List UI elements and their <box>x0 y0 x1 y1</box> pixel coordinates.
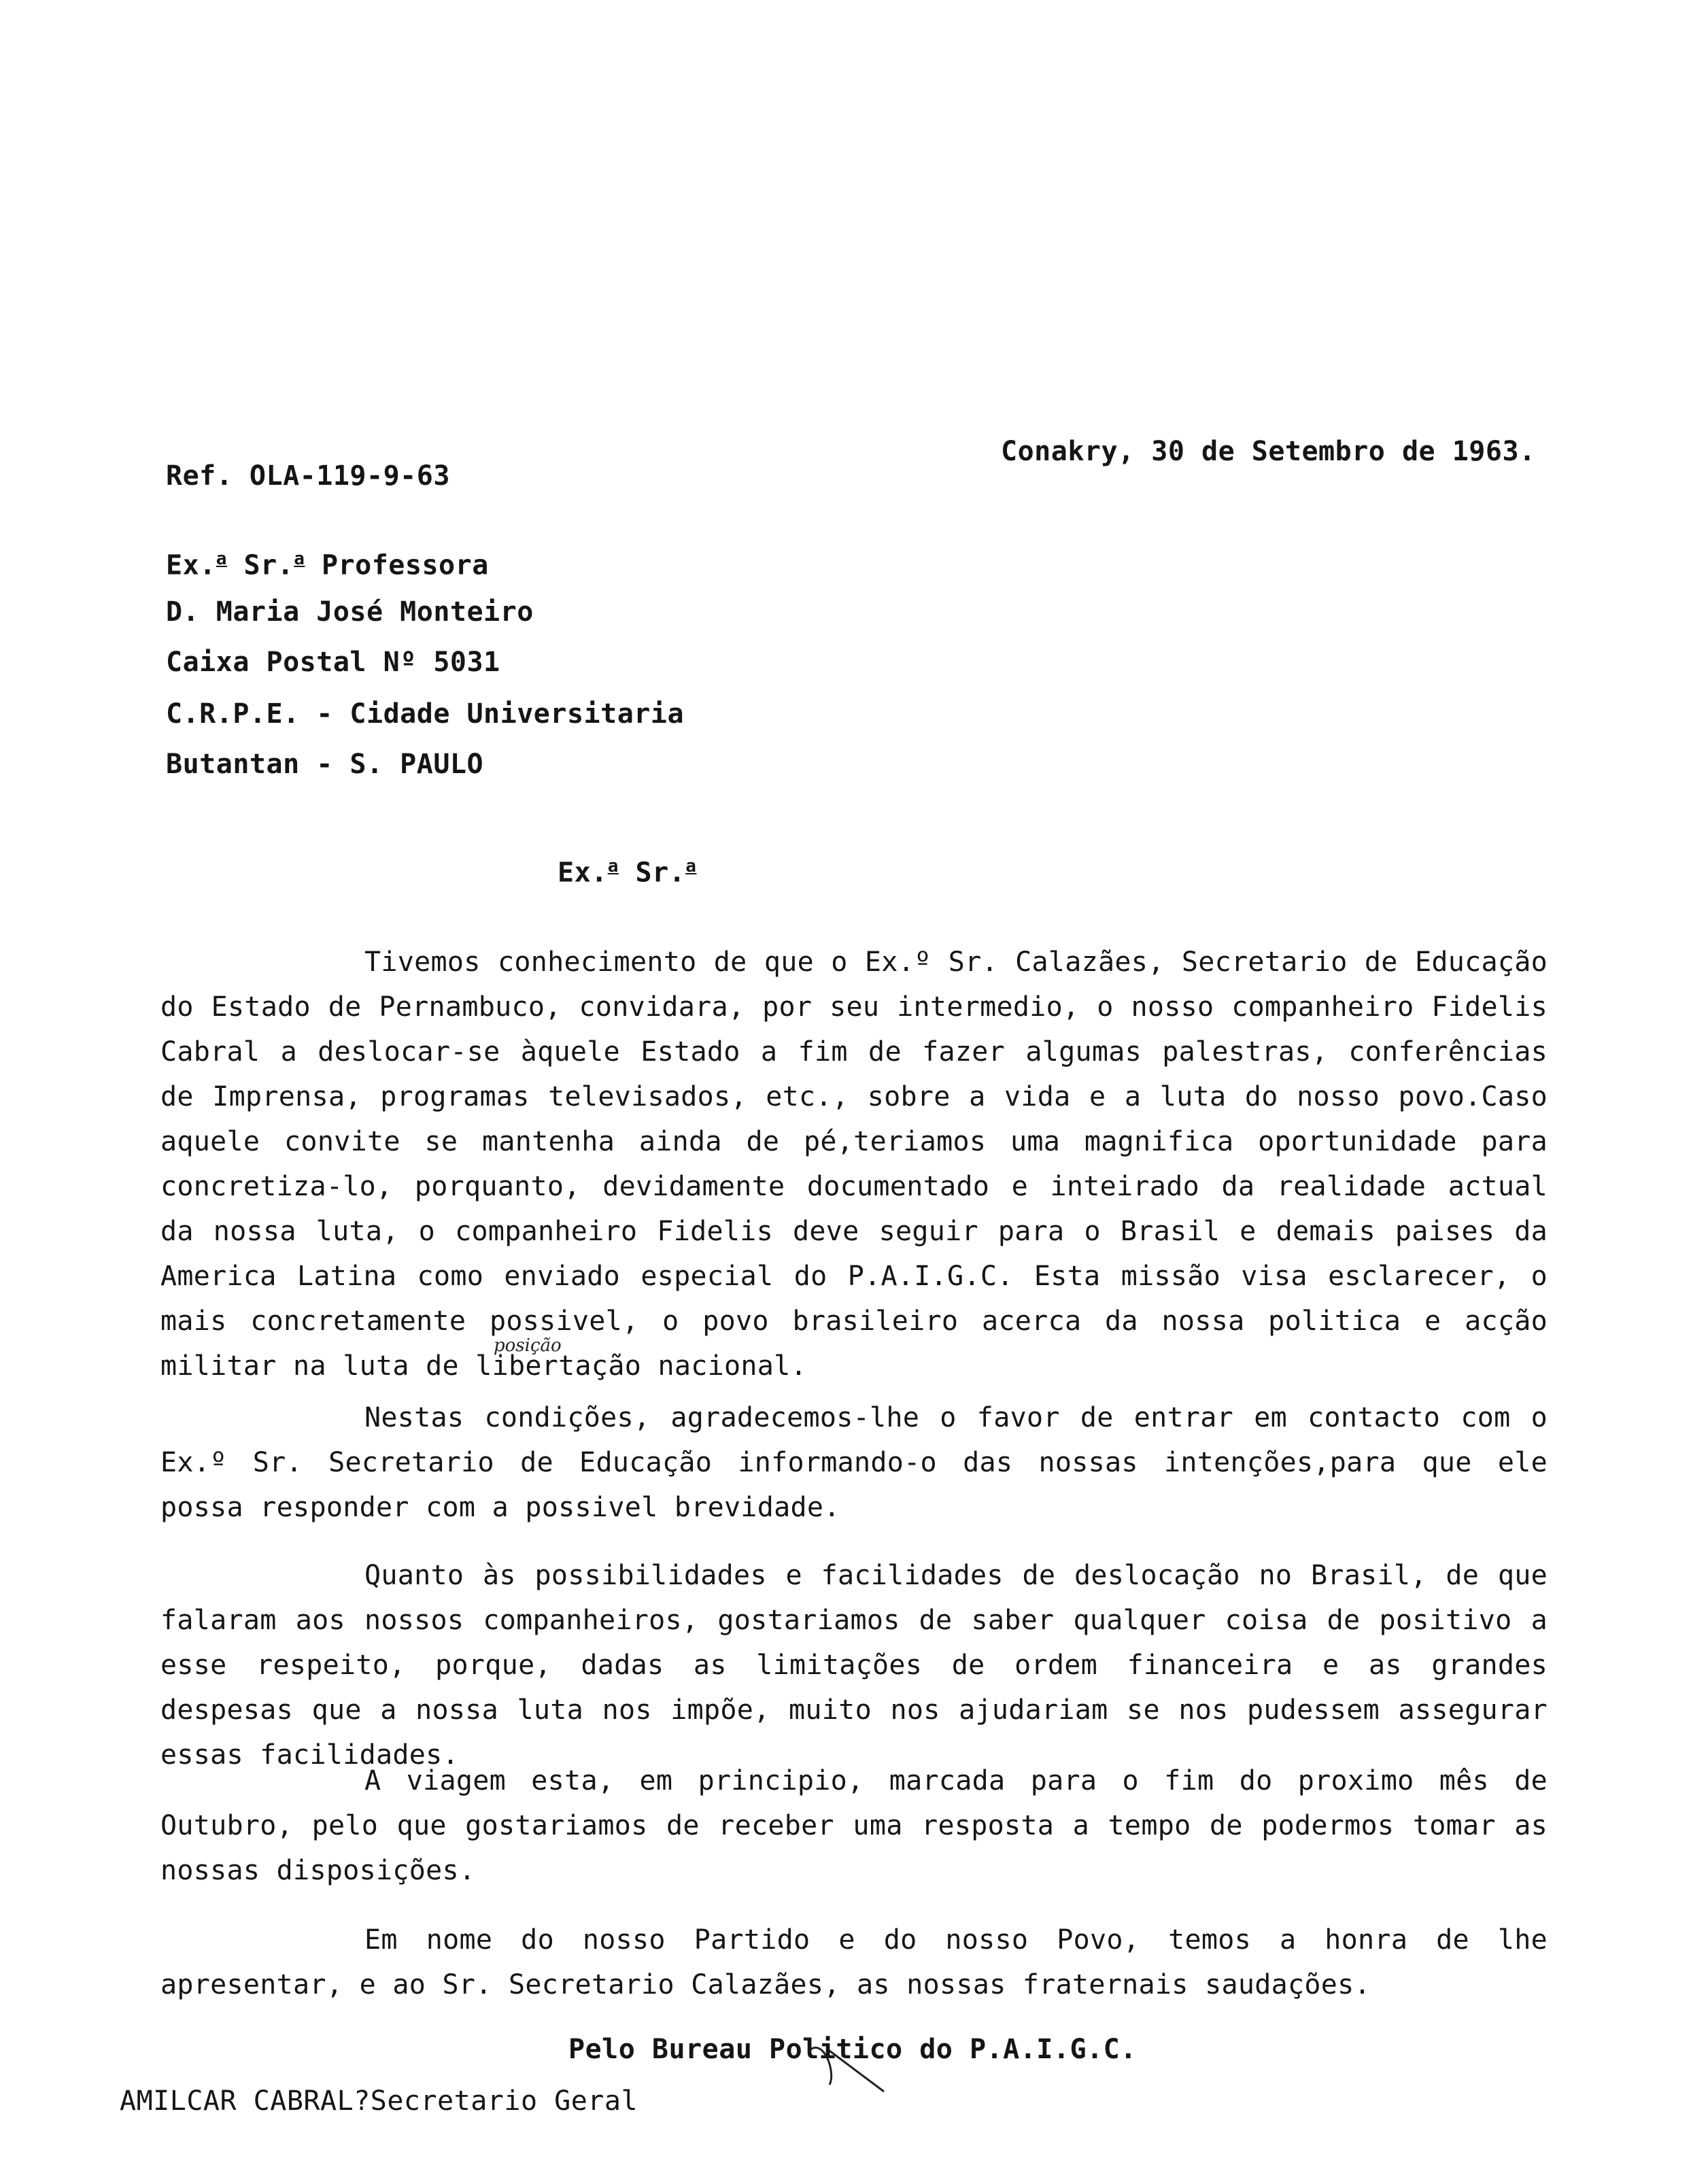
recipient-title-ex: Ex. <box>166 549 216 581</box>
recipient-title-sr: Sr. <box>226 549 294 581</box>
recipient-city: Butantan - S. PAULO <box>166 749 484 780</box>
reference-number: Ref. OLA-119-9-63 <box>166 460 450 492</box>
recipient-po-box: Caixa Postal Nº 5031 <box>166 647 500 678</box>
recipient-title-sup-1: a <box>216 549 227 569</box>
salutation-sr: Sr. <box>618 857 686 889</box>
salutation-sup-1: a <box>607 856 619 876</box>
signature-mark-icon <box>802 2030 911 2098</box>
recipient-name: D. Maria José Monteiro <box>166 596 534 628</box>
body-paragraph-4: A viagem esta, em principio, marcada para o fim do proximo mês de Outubro, pelo que gostariamos de receber uma resposta a tempo de podermos tomar as nossas disposições. <box>160 1765 1548 1886</box>
body-paragraph-2: Nestas condições, agradecemos-lhe o favor de entrar em contacto com o Ex.º Sr. Secretario de Educação informando-o das nossas intenções,para que ele possa responder com a possivel brevidade. <box>160 1402 1548 1523</box>
body-paragraph-1: Tivemos conhecimento de que o Ex.º Sr. Calazães, Secretario de Educação do Estado de Pernambuco, convidara, por seu intermedio, o nosso companheiro Fidelis Cabral a deslocar-se àquele Estado a fim de fazer algumas palestras, conferências de Imprensa, programas televisados, etc., sobre a vida e a luta do nosso povo.Caso aquele convite se mantenha ainda de pé,teriamos uma magnifica oportunidade para concretiza-lo, porquanto, devidamente documentado e inteirado da realidade actual da nossa luta, o companheiro Fidelis deve seguir para o Brasil e demais paises da America Latina como enviado especial do P.A.I.G.C. Esta missão visa esclarecer, o mais concretamente possivel, o povo brasileiro acerca da nossa politica e acção militar na luta de libertação nacional. <box>160 947 1548 1382</box>
salutation <box>558 850 696 889</box>
body-paragraph-3: Quanto às possibilidades e facilidades de deslocação no Brasil, de que falaram aos nossos companheiros, gostariamos de saber qualquer coisa de positivo a esse respeito, porque, dadas as limitações de ordem financeira e as grandes despesas que a nossa luta nos impõe, muito nos ajudariam se nos pudessem assegurar essas facilidades. <box>160 1560 1548 1771</box>
recipient-title-role: Professora <box>305 549 489 581</box>
recipient-title-sup-2: a <box>294 549 305 569</box>
recipient-institution: C.R.P.E. - Cidade Universitaria <box>166 698 685 730</box>
salutation-ex: Ex. <box>558 857 608 889</box>
closing-line: Pelo Bureau Politico do P.A.I.G.C. <box>568 2034 1137 2065</box>
body-paragraph-5: Em nome do nosso Partido e do nosso Povo, temos a honra de lhe apresentar, e ao Sr. Secretario Calazães, as nossas fraternais saudações. <box>160 1924 1548 2000</box>
signatory: AMILCAR CABRAL?Secretario Geral <box>120 2085 638 2117</box>
handwritten-insert: posição <box>494 1335 562 1356</box>
recipient-title <box>166 543 489 581</box>
place-date: Conakry, 30 de Setembro de 1963. <box>1001 436 1536 467</box>
salutation-sup-2: a <box>685 856 697 876</box>
